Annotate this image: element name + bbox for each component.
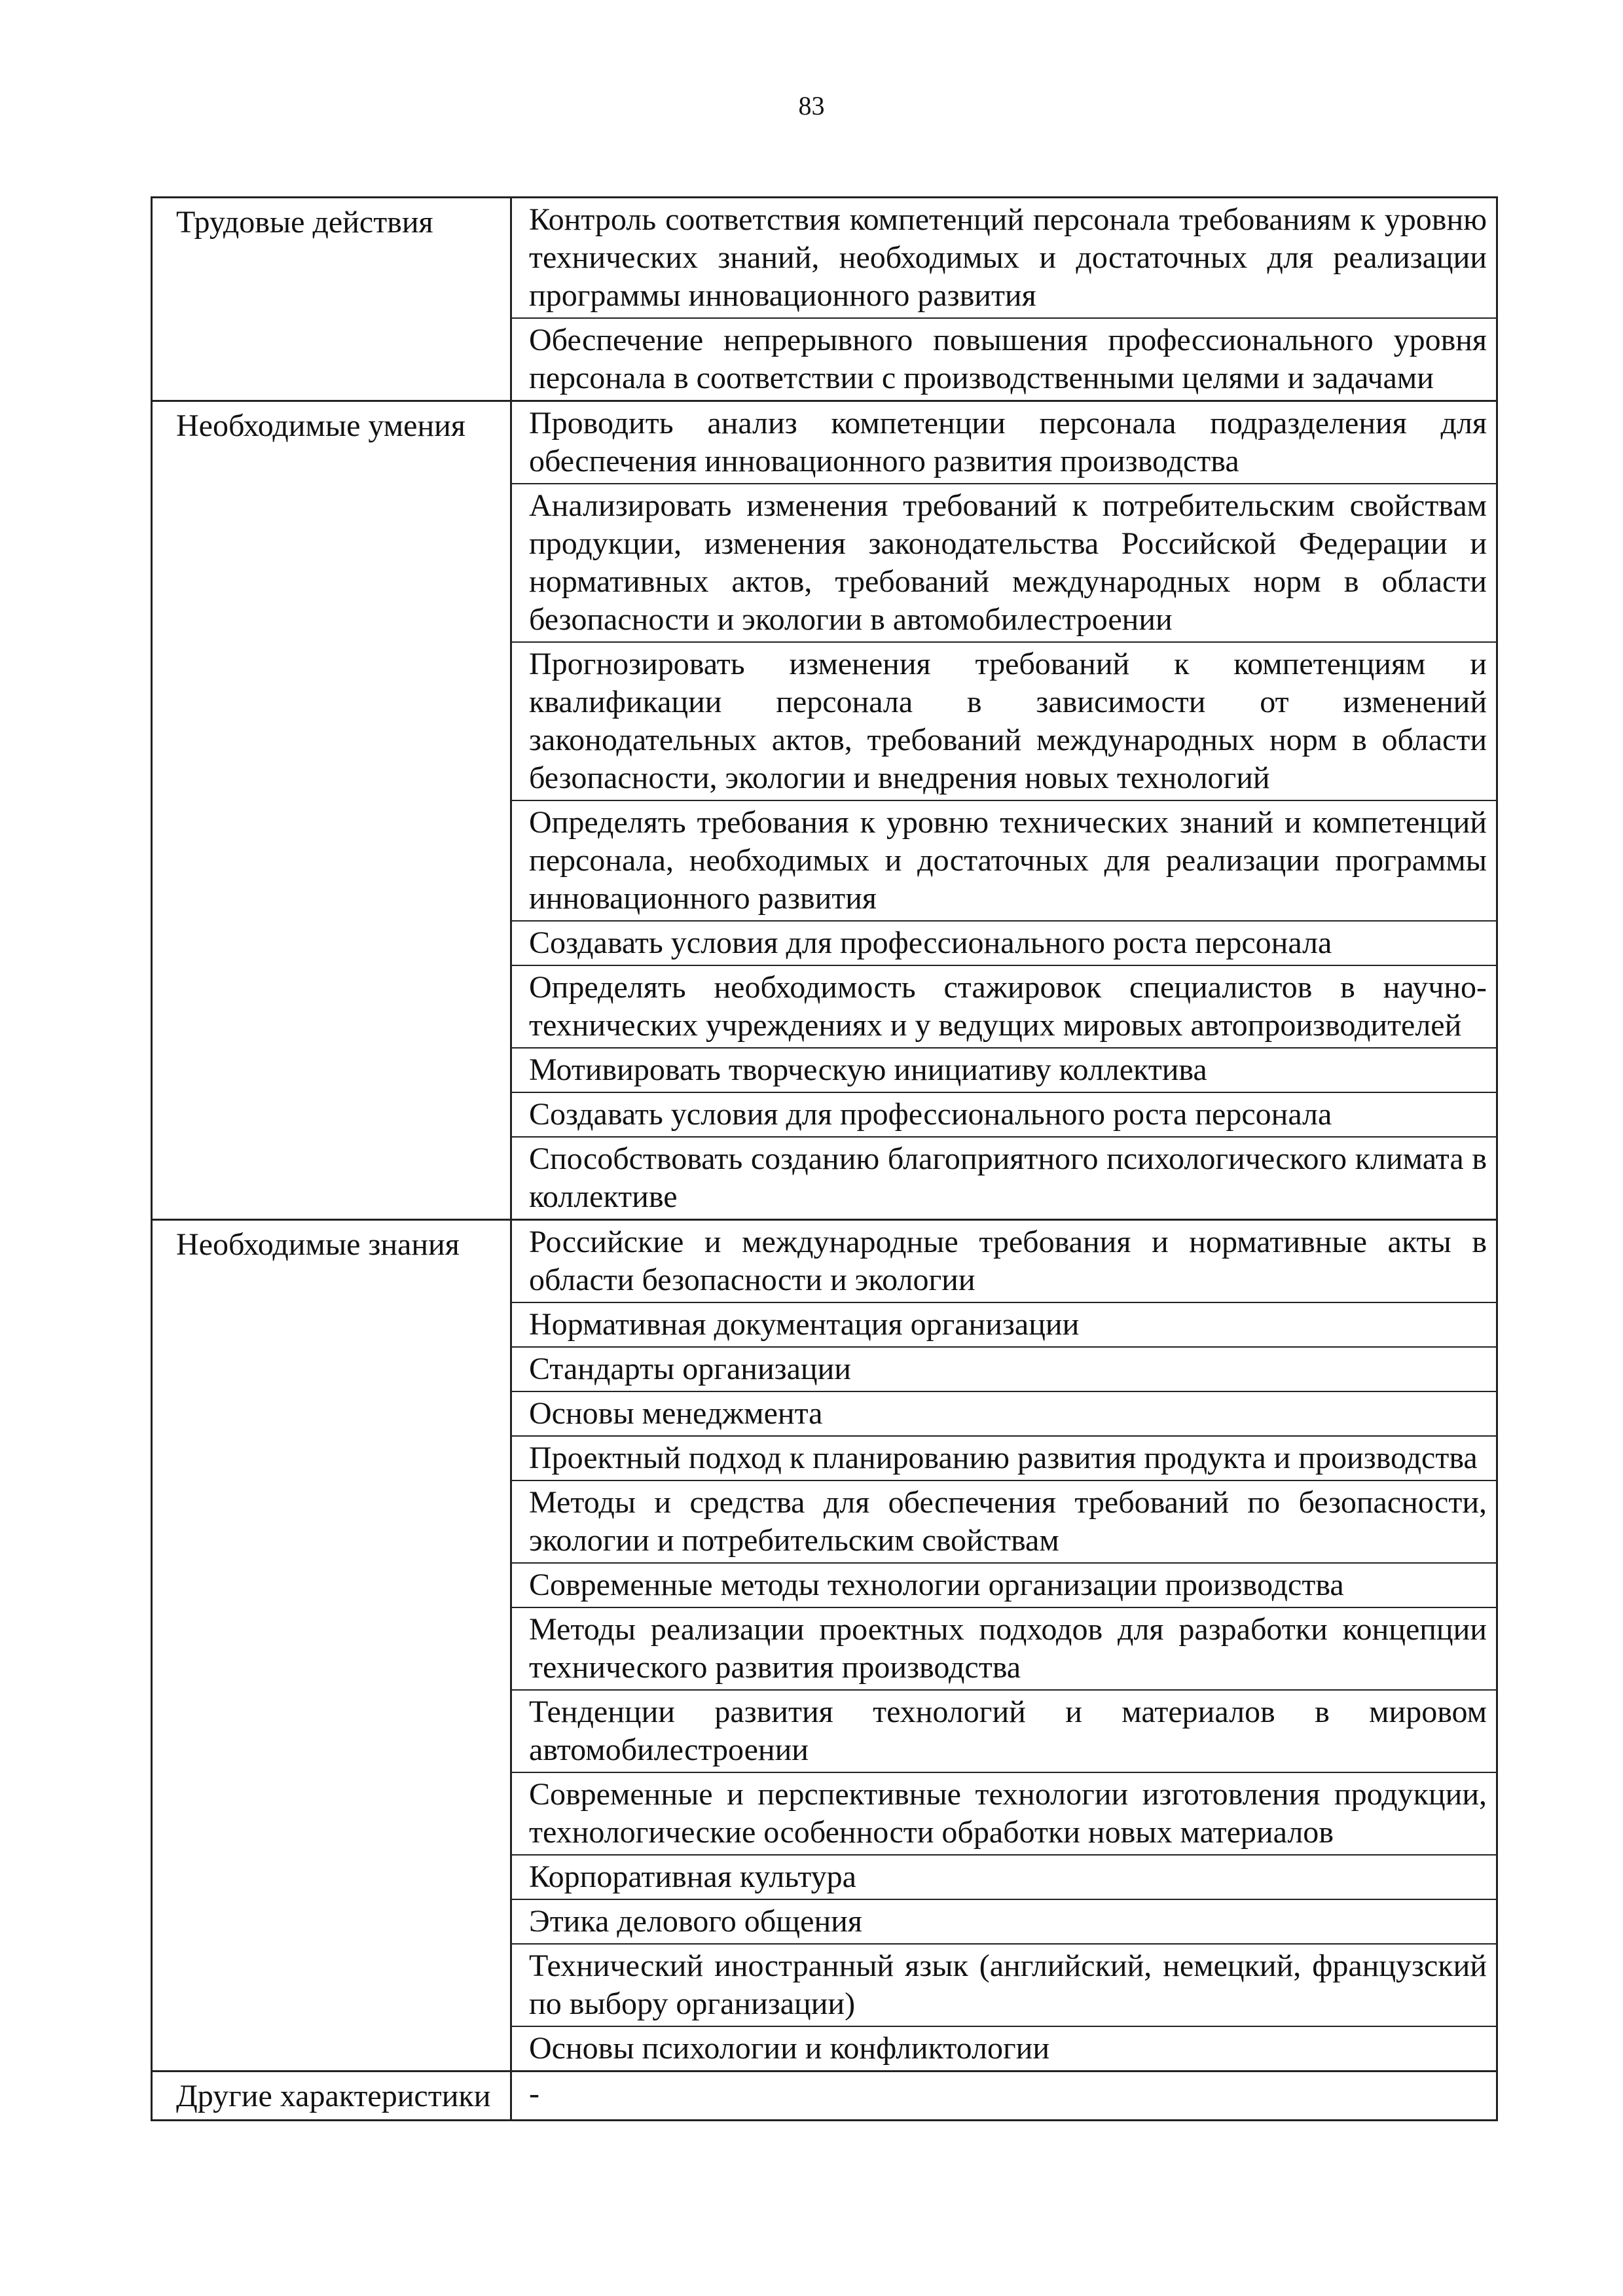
list-item: Мотивировать творческую инициативу коллектива	[512, 1049, 1496, 1093]
row-label: Трудовые действия	[152, 198, 511, 401]
list-item: Основы менеджмента	[512, 1392, 1496, 1437]
list-item: Основы психологии и конфликтологии	[529, 2031, 1050, 2066]
list-item: Контроль соответствия компетенций персонала требованиям к уровню технических знаний, необходимых и достаточных для реализации программы инновационного развития	[512, 198, 1496, 319]
row-values	[511, 1220, 1497, 2072]
list-item: Методы и средства для обеспечения требований по безопасности, экологии и потребительским свойствам	[512, 1481, 1496, 1564]
list-item: Прогнозировать изменения требований к компетенциям и квалификации персонала в зависимости от изменений законодательных актов, требований международных норм в области безопасности, экологии и внедрения новых технологий	[512, 643, 1496, 801]
list-item: Корпоративная культура	[512, 1856, 1496, 1900]
row-label: Необходимые умения	[152, 401, 511, 1220]
list-item: Анализировать изменения требований к потребительским свойствам продукции, изменения законодательства Российской Федерации и нормативных актов, требований международных норм в области безопасности и экологии в автомобилестроении	[512, 484, 1496, 643]
list-item: Определять необходимость стажировок специалистов в научно-технических учреждениях и у ведущих мировых автопроизводителей	[512, 966, 1496, 1049]
list-item: Современные и перспективные технологии изготовления продукции, технологические особенности обработки новых материалов	[512, 1773, 1496, 1856]
row-values	[511, 401, 1497, 1220]
row-required-knowledge	[152, 1220, 1497, 2072]
list-item: Современные методы технологии организации производства	[512, 1564, 1496, 1608]
list-item: Способствовать созданию благоприятного психологического климата в коллективе	[529, 1141, 1487, 1214]
row-required-skills	[152, 401, 1497, 1220]
list-item: Стандарты организации	[512, 1348, 1496, 1392]
list-item: Проводить анализ компетенции персонала подразделения для обеспечения инновационного развития производства	[512, 402, 1496, 484]
list-item: Проектный подход к планированию развития продукта и производства	[512, 1437, 1496, 1481]
row-labor-actions	[152, 198, 1497, 401]
list-item: Технический иностранный язык (английский, немецкий, французский по выбору организации)	[512, 1945, 1496, 2027]
row-values	[511, 2072, 1497, 2121]
list-item: Этика делового общения	[512, 1900, 1496, 1945]
list-item: Обеспечение непрерывного повышения профессионального уровня персонала в соответствии с производственными целями и задачами	[529, 323, 1487, 395]
row-label: Другие характеристики	[152, 2072, 511, 2121]
list-item: Методы реализации проектных подходов для разработки концепции технического развития производства	[512, 1608, 1496, 1691]
row-label: Необходимые знания	[152, 1220, 511, 2072]
list-item: Тенденции развития технологий и материалов в мировом автомобилестроении	[512, 1691, 1496, 1773]
list-item: Создавать условия для профессионального роста персонала	[512, 922, 1496, 966]
list-item: Определять требования к уровню технических знаний и компетенций персонала, необходимых и достаточных для реализации программы инновационного развития	[512, 801, 1496, 922]
page-number: 83	[798, 91, 825, 120]
row-values	[511, 198, 1497, 401]
row-other-characteristics	[152, 2072, 1497, 2121]
list-item: -	[529, 2076, 539, 2111]
list-item: Российские и международные требования и нормативные акты в области безопасности и экологии	[512, 1221, 1496, 1303]
specification-table	[151, 196, 1498, 2121]
list-item: Нормативная документация организации	[512, 1303, 1496, 1348]
list-item: Создавать условия для профессионального роста персонала	[512, 1093, 1496, 1138]
